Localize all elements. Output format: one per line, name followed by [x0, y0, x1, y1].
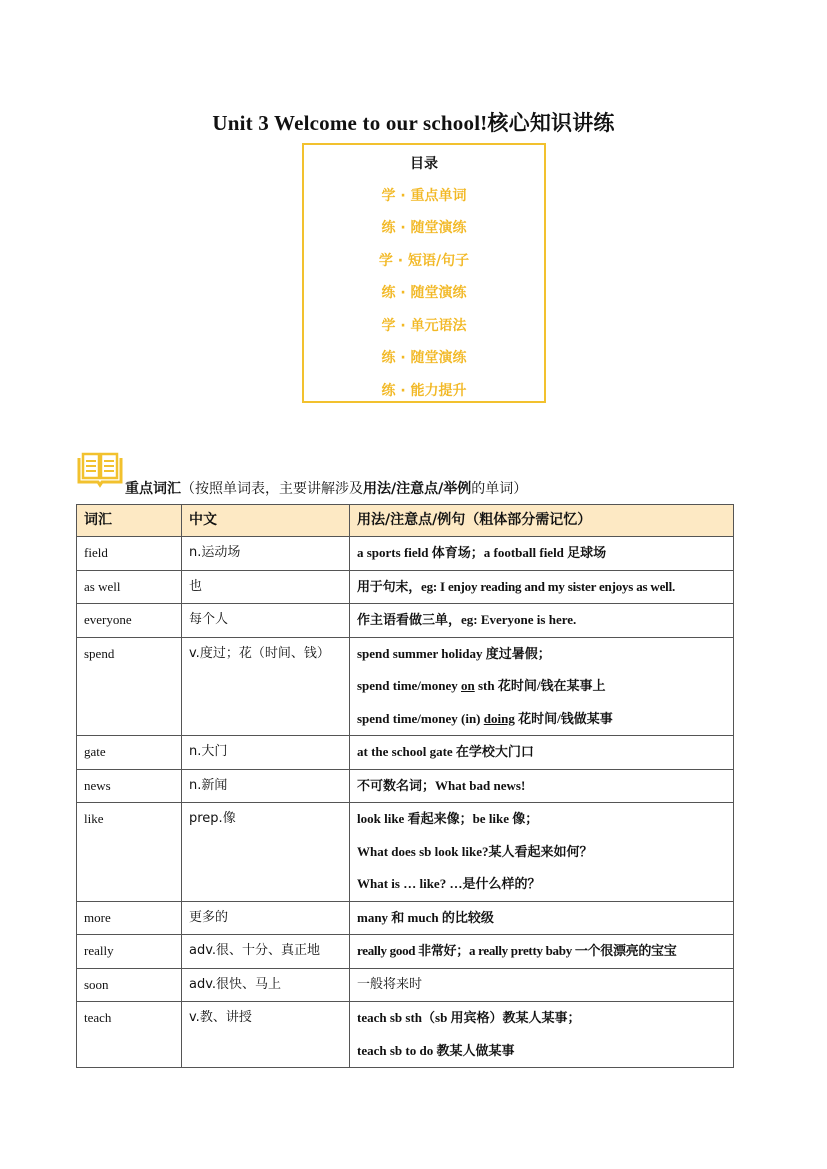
toc-item[interactable]: 学 · 重点单词	[381, 188, 467, 204]
usage-cell	[350, 637, 734, 736]
section-label-text: （按照单词表，主要讲解涉及	[181, 481, 363, 497]
table-row	[77, 803, 734, 902]
usage-line: teach sb sth（sb 用宾格）教某人某事；	[357, 1010, 581, 1025]
table-of-contents	[302, 143, 546, 403]
word-cell: really	[77, 935, 182, 969]
word-cell: field	[77, 537, 182, 571]
toc-heading: 目录	[410, 156, 438, 172]
word-cell: gate	[77, 736, 182, 770]
usage-cell	[350, 803, 734, 902]
table-row	[77, 637, 734, 736]
table-row	[77, 570, 734, 604]
chinese-cell: 更多的	[182, 901, 350, 935]
table-row	[77, 901, 734, 935]
toc-item[interactable]: 练 · 随堂演练	[381, 220, 467, 236]
word-cell: everyone	[77, 604, 182, 638]
usage-cell	[350, 968, 734, 1002]
usage-line: teach sb to do 教某人做某事	[357, 1042, 515, 1058]
usage-line: a sports field 体育场；a football field 足球场	[357, 545, 607, 560]
chinese-cell: n.运动场	[182, 537, 350, 571]
underlined-word: doing	[483, 710, 515, 726]
usage-line: 不可数名词；What bad news!	[357, 777, 526, 793]
usage-line: 作主语看做三单，eg: Everyone is here.	[357, 612, 577, 627]
word-cell: soon	[77, 968, 182, 1002]
chinese-cell: prep.像	[182, 803, 350, 902]
chinese-cell: n.大门	[182, 736, 350, 770]
chinese-cell: 也	[182, 570, 350, 604]
chinese-cell: n.新闻	[182, 769, 350, 803]
usage-line: What does sb look like?某人看起来如何？	[357, 843, 593, 859]
usage-line: at the school gate 在学校大门口	[357, 744, 534, 759]
table-header-row	[77, 505, 734, 537]
usage-line: many 和 much 的比较级	[357, 909, 494, 925]
chinese-cell: 每个人	[182, 604, 350, 638]
table-row	[77, 1002, 734, 1068]
table-row	[77, 537, 734, 571]
table-row	[77, 604, 734, 638]
usage-cell	[350, 736, 734, 770]
toc-item[interactable]: 练 · 随堂演练	[381, 285, 467, 301]
section-label-bold: 重点词汇	[125, 481, 181, 497]
usage-cell	[350, 769, 734, 803]
table-row	[77, 736, 734, 770]
word-cell: more	[77, 901, 182, 935]
usage-line: look like 看起来像；be like 像；	[357, 811, 539, 826]
page-title: Unit 3 Welcome to our school!核心知识讲练	[212, 111, 615, 135]
word-cell: teach	[77, 1002, 182, 1068]
chinese-cell: v.度过；花（时间、钱）	[182, 637, 350, 736]
toc-item[interactable]: 练 · 能力提升	[381, 383, 467, 399]
usage-cell	[350, 935, 734, 969]
toc-item[interactable]: 练 · 随堂演练	[381, 350, 467, 366]
usage-cell	[350, 901, 734, 935]
table-row	[77, 769, 734, 803]
section-label-emph: 用法/注意点/举例	[363, 481, 472, 497]
word-cell: news	[77, 769, 182, 803]
book-icon	[76, 452, 124, 488]
section-label-text: 的单词）	[471, 481, 528, 497]
usage-line: spend summer holiday 度过暑假；	[357, 645, 551, 661]
header-chinese: 中文	[182, 505, 350, 537]
usage-line: spend time/money (in) doing 花时间/钱做某事	[357, 710, 613, 726]
chinese-cell: v.教、讲授	[182, 1002, 350, 1068]
section-label	[125, 478, 527, 498]
table-row	[77, 968, 734, 1002]
usage-cell	[350, 1002, 734, 1068]
usage-line: 一般将来时	[357, 976, 423, 992]
usage-line: 用于句末，eg: I enjoy reading and my sister enjoys as well.	[357, 578, 676, 594]
word-cell: like	[77, 803, 182, 902]
chinese-cell: adv.很快、马上	[182, 968, 350, 1002]
vocabulary-table	[76, 504, 734, 1068]
header-word: 词汇	[77, 505, 182, 537]
underlined-word: on	[461, 678, 475, 693]
toc-item[interactable]: 学 · 单元语法	[381, 318, 467, 334]
usage-cell	[350, 604, 734, 638]
word-cell: spend	[77, 637, 182, 736]
usage-line: spend time/money on sth 花时间/钱在某事上	[357, 678, 606, 693]
chinese-cell: adv.很、十分、真正地	[182, 935, 350, 969]
usage-cell	[350, 537, 734, 571]
header-usage: 用法/注意点/例句（粗体部分需记忆）	[350, 505, 734, 537]
usage-line: What is … like? …是什么样的？	[357, 876, 541, 891]
toc-item[interactable]: 学 · 短语/句子	[378, 253, 470, 269]
word-cell: as well	[77, 570, 182, 604]
table-row	[77, 935, 734, 969]
usage-cell	[350, 570, 734, 604]
usage-line: really good 非常好；a really pretty baby 一个很漂亮的宝宝	[357, 943, 677, 958]
